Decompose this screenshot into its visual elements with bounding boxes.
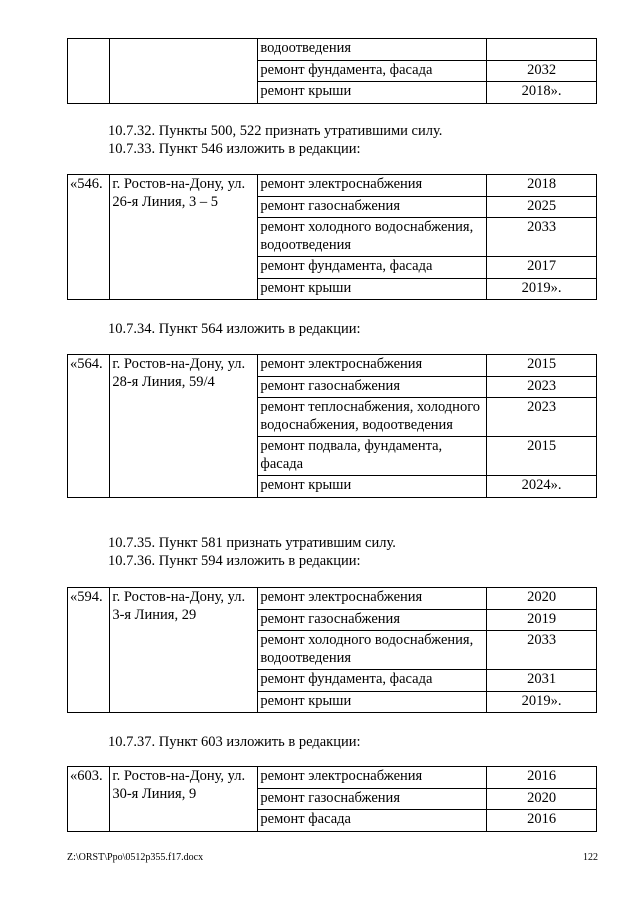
work-cell: ремонт холодного водоснабжения, водоотведения	[258, 218, 487, 257]
item-number: «594.	[68, 588, 110, 713]
table-row	[68, 355, 597, 377]
item-address: г. Ростов-на-Дону, ул. 28-я Линия, 59/4	[110, 355, 258, 498]
work-cell: водоотведения	[258, 39, 487, 61]
year-cell: 2033	[487, 218, 597, 257]
work-cell: ремонт теплоснабжения, холодного водоснабжения, водоотведения	[258, 398, 487, 437]
item-address: г. Ростов-на-Дону, ул. 3-я Линия, 29	[110, 588, 258, 713]
item-number: «603.	[68, 767, 110, 832]
work-cell: ремонт газоснабжения	[258, 609, 487, 631]
year-cell: 2015	[487, 355, 597, 377]
work-cell: ремонт фундамента, фасада	[258, 257, 487, 279]
year-cell: 2024».	[487, 476, 597, 498]
work-cell: ремонт крыши	[258, 82, 487, 104]
footer-file-path: Z:\ORST\Ppo\0512p355.f17.docx	[67, 852, 204, 863]
year-cell	[487, 39, 597, 61]
year-cell: 2023	[487, 398, 597, 437]
year-cell: 2019».	[487, 278, 597, 300]
item-address: г. Ростов-на-Дону, ул. 30-я Линия, 9	[110, 767, 258, 832]
work-cell: ремонт электроснабжения	[258, 588, 487, 610]
year-cell: 2017	[487, 257, 597, 279]
year-cell: 2019	[487, 609, 597, 631]
year-cell: 2020	[487, 788, 597, 810]
year-cell: 2033	[487, 631, 597, 670]
work-cell: ремонт электроснабжения	[258, 175, 487, 197]
item-address: г. Ростов-на-Дону, ул. 26-я Линия, 3 – 5	[110, 175, 258, 300]
work-cell: ремонт фундамента, фасада	[258, 670, 487, 692]
table-row	[68, 767, 597, 789]
work-cell: ремонт крыши	[258, 691, 487, 713]
address-cell	[110, 39, 258, 104]
table-item-603	[67, 766, 597, 832]
page-number: 122	[583, 852, 598, 863]
year-cell: 2018».	[487, 82, 597, 104]
table-item-546	[67, 174, 597, 300]
work-cell: ремонт газоснабжения	[258, 376, 487, 398]
year-cell: 2019».	[487, 691, 597, 713]
year-cell: 2031	[487, 670, 597, 692]
table-row	[68, 175, 597, 197]
year-cell: 2016	[487, 810, 597, 832]
continuation-table	[67, 38, 597, 104]
paragraph-10-7-32: 10.7.32. Пункты 500, 522 признать утратившими силу.	[108, 123, 443, 139]
work-cell: ремонт газоснабжения	[258, 788, 487, 810]
number-cell	[68, 39, 110, 104]
year-cell: 2023	[487, 376, 597, 398]
paragraph-10-7-36: 10.7.36. Пункт 594 изложить в редакции:	[108, 553, 361, 569]
table-row	[68, 39, 597, 61]
year-cell: 2032	[487, 60, 597, 82]
year-cell: 2025	[487, 196, 597, 218]
work-cell: ремонт фасада	[258, 810, 487, 832]
work-cell: ремонт холодного водоснабжения, водоотведения	[258, 631, 487, 670]
item-number: «546.	[68, 175, 110, 300]
year-cell: 2020	[487, 588, 597, 610]
work-cell: ремонт фундамента, фасада	[258, 60, 487, 82]
paragraph-10-7-34: 10.7.34. Пункт 564 изложить в редакции:	[108, 321, 361, 337]
year-cell: 2018	[487, 175, 597, 197]
paragraph-10-7-37: 10.7.37. Пункт 603 изложить в редакции:	[108, 734, 361, 750]
year-cell: 2016	[487, 767, 597, 789]
work-cell: ремонт крыши	[258, 476, 487, 498]
work-cell: ремонт газоснабжения	[258, 196, 487, 218]
work-cell: ремонт электроснабжения	[258, 355, 487, 377]
table-item-564	[67, 354, 597, 498]
item-number: «564.	[68, 355, 110, 498]
work-cell: ремонт подвала, фундамента, фасада	[258, 437, 487, 476]
year-cell: 2015	[487, 437, 597, 476]
table-row	[68, 588, 597, 610]
table-item-594	[67, 587, 597, 713]
work-cell: ремонт электроснабжения	[258, 767, 487, 789]
work-cell: ремонт крыши	[258, 278, 487, 300]
paragraph-10-7-33: 10.7.33. Пункт 546 изложить в редакции:	[108, 141, 361, 157]
paragraph-10-7-35: 10.7.35. Пункт 581 признать утратившим силу.	[108, 535, 396, 551]
